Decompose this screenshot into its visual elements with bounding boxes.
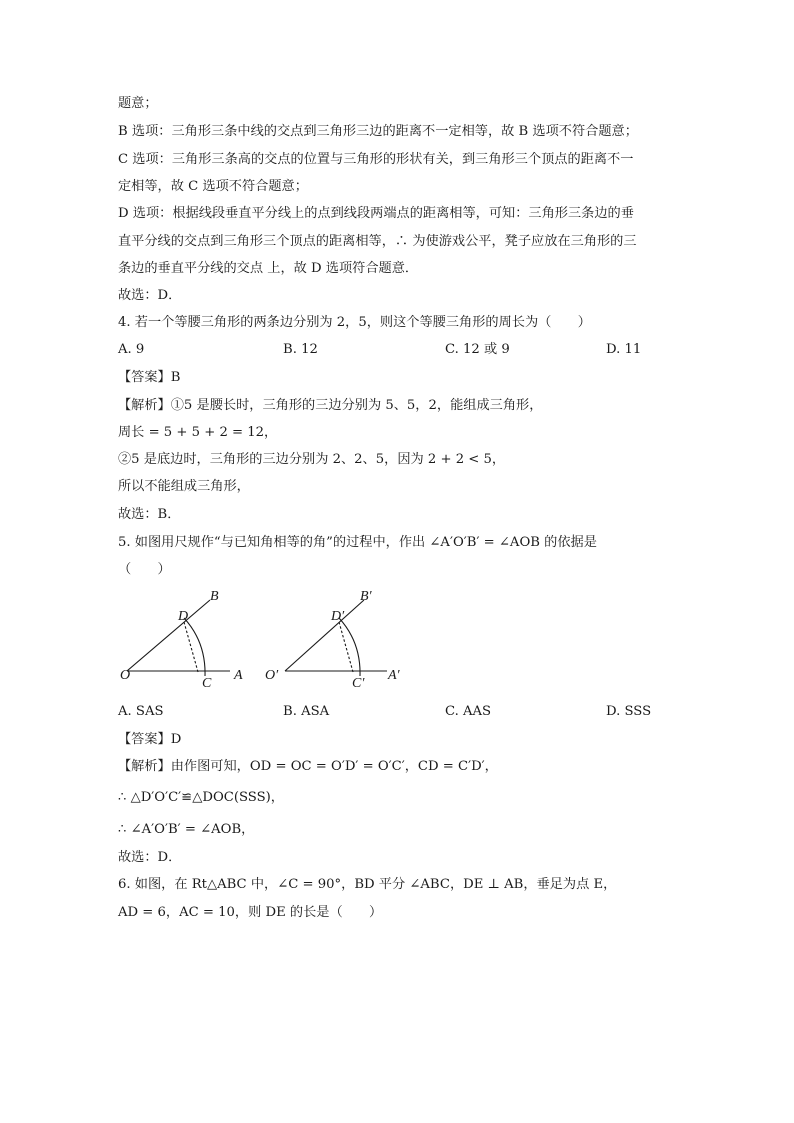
- question-5-stem: 5. 如图用尺规作“与已知角相等的角”的过程中，作出 ∠A′O′B′ = ∠AOB 的依据是: [118, 535, 597, 550]
- point-label-a: A: [234, 668, 243, 683]
- question-4-stem: 4. 若一个等腰三角形的两条边分别为 2，5，则这个等腰三角形的周长为（ ）: [118, 315, 591, 330]
- text-line: C 选项：三角形三条高的交点的位置与三角形的形状有关，到三角形三个顶点的距离不一: [118, 152, 634, 167]
- text-line: 故选：D．: [118, 288, 182, 303]
- q4-option-b: B. 12: [283, 342, 318, 357]
- point-label-b: B: [210, 589, 219, 604]
- text-line: 题意；: [118, 96, 158, 111]
- q4-option-d: D. 11: [606, 342, 642, 357]
- text-line: ∴ ∠A′O′B′ = ∠AOB，: [118, 822, 255, 837]
- text-line: ②5 是底边时，三角形的三边分别为 2、2、5，因为 2 + 2 < 5，: [118, 452, 506, 467]
- q5-option-b: B. ASA: [283, 704, 330, 719]
- text-line: 直平分线的交点到三角形三个顶点的距离相等，∴ 为使游戏公平，凳子应放在三角形的三: [118, 234, 637, 249]
- text-line: 【解析】由作图可知，OD = OC = O′D′ = O′C′，CD = C′D′，: [118, 759, 498, 774]
- text-line: 条边的垂直平分线的交点 上，故 D 选项符合题意．: [118, 261, 419, 276]
- text-line: AD = 6，AC = 10，则 DE 的长是（ ）: [118, 905, 383, 920]
- answer-label: 【答案】D: [118, 732, 182, 747]
- point-label-c-prime: C′: [352, 676, 365, 690]
- point-label-b-prime: B′: [360, 589, 372, 604]
- text-line: （ ）: [118, 562, 171, 577]
- answer-label: 【答案】B: [118, 370, 181, 385]
- point-label-d: D: [178, 609, 189, 624]
- q5-option-a: A. SAS: [118, 704, 164, 719]
- point-label-d-prime: D′: [331, 609, 345, 624]
- text-line: 所以不能组成三角形，: [118, 479, 250, 494]
- text-line: ∴ △D′O′C′≌△DOC(SSS)，: [118, 790, 284, 805]
- question-6-stem: 6. 如图，在 Rt△ABC 中，∠C = 90°，BD 平分 ∠ABC，DE ⊥ AB，垂足为点 E，: [118, 877, 617, 892]
- q5-option-d: D. SSS: [606, 704, 652, 719]
- point-label-a-prime: A′: [388, 668, 400, 683]
- text-line: B 选项：三角形三条中线的交点到三角形三边的距离不一定相等，故 B 选项不符合题意；: [118, 124, 638, 139]
- point-label-o: O: [120, 668, 131, 683]
- text-line: 【解析】①5 是腰长时，三角形的三边分别为 5、5，2，能组成三角形，: [118, 398, 543, 413]
- q4-option-a: A. 9: [118, 342, 145, 357]
- q5-option-c: C. AAS: [445, 704, 492, 719]
- angle-construction-figure: [112, 580, 412, 690]
- text-line: 周长 = 5 + 5 + 2 = 12，: [118, 425, 278, 440]
- text-line: 故选：D．: [118, 850, 182, 865]
- text-line: D 选项：根据线段垂直平分线上的点到线段两端点的距离相等，可知：三角形三条边的垂: [118, 206, 634, 221]
- text-line: 故选：B．: [118, 507, 181, 522]
- point-label-o-prime: O′: [265, 668, 279, 683]
- point-label-c: C: [202, 676, 212, 690]
- q4-option-c: C. 12 或 9: [445, 342, 510, 357]
- text-line: 定相等，故 C 选项不符合题意；: [118, 179, 308, 194]
